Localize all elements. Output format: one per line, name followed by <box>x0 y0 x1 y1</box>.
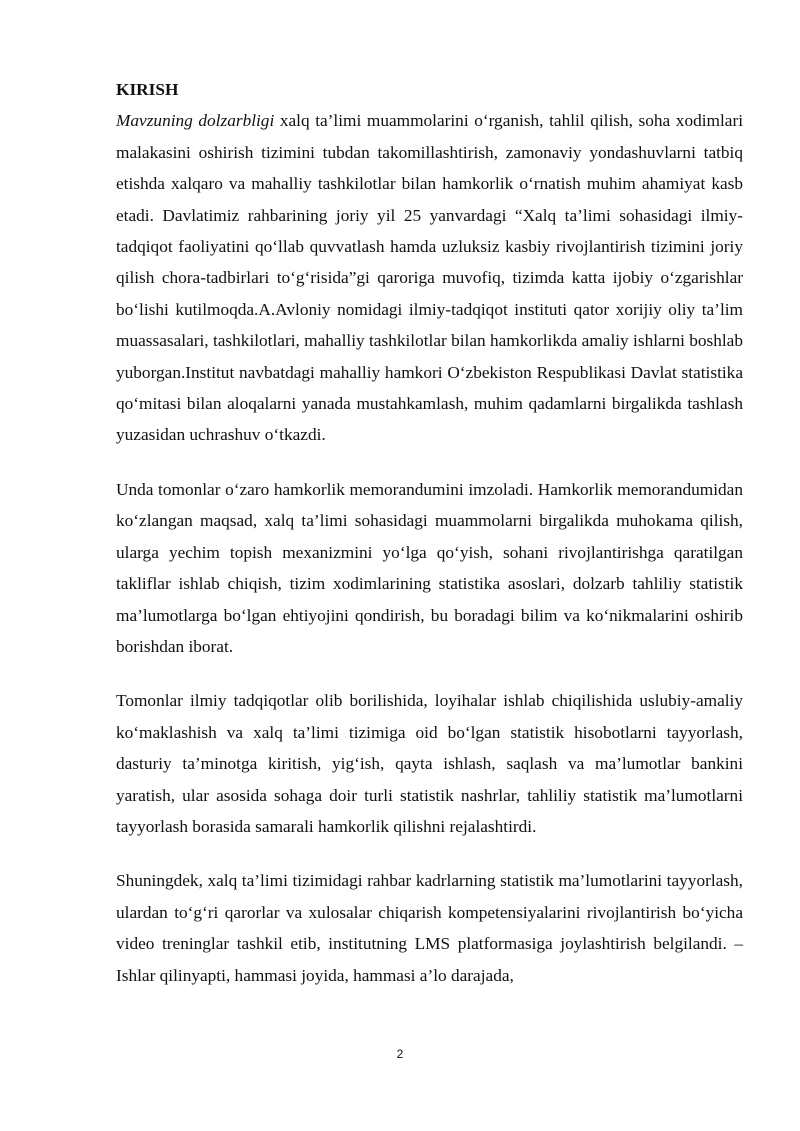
paragraph-2: Unda tomonlar o‘zaro hamkorlik memorandumini imzoladi. Hamkorlik memorandumidan ko‘zlangan maqsad, xalq ta’limi sohasidagi muammolarni birgalikda muhokama qilish, ularga yechim topish mexanizmini yo‘lga qo‘yish, sohani rivojlantirishga qaratilgan takliflar ishlab chiqish, tizim xodimlarining statistika asoslari, dolzarb tahliliy statistik ma’lumotlarga bo‘lgan ehtiyojini qondirish, bu boradagi bilim va ko‘nikmalarini oshirib borishdan iborat. <box>116 479 743 656</box>
paragraph-4: Shuningdek, xalq ta’limi tizimidagi rahbar kadrlarning statistik ma’lumotlarini tayyorlash, ulardan to‘g‘ri qarorlar va xulosalar chiqarish kompetensiyalarini rivojlantirish bo‘yicha video treninglar tashkil etib, institutning LMS platformasiga joylashtirish belgilandi. – Ishlar qilinyapti, hammasi joyida, hammasi a’lo darajada, <box>116 871 743 985</box>
section-heading: KIRISH <box>116 80 179 99</box>
paragraph-1-text: xalq ta’limi muammolarini o‘rganish, tahlil qilish, soha xodimlari malakasini oshirish tizimini tubdan takomillashtirish, zamonaviy yondashuvlarni tatbiq etishda xalqaro va mahalliy tashkilotlar bilan hamkorlik o‘rnatish muhim ahamiyat kasb etadi. Davlatimiz rahbarining joriy yil 25 yanvardagi “Xalq ta’limi sohasidagi ilmiy-tadqiqot faoliyatini qo‘llab quvvatlash hamda uzluksiz kasbiy rivojlantirish tizimini joriy qilish chora-tadbirlari to‘g‘risida”gi qaroriga muvofiq, tizimda katta ijobiy o‘zgarishlar bo‘lishi kutilmoqda.A.Avloniy nomidagi ilmiy-tadqiqot instituti qator xorijiy oliy ta’lim muassasalari, tashkilotlari, mahalliy tashkilotlar bilan hamkorlikda amaliy ishlarni boshlab yuborgan.Institut navbatdagi mahalliy hamkori O‘zbekiston Respublikasi Davlat statistika qo‘mitasi bilan aloqalarni yanada mustahkamlash, muhim qadamlarni birgalikda tashlash yuzasidan uchrashuv o‘tkazdi. <box>116 111 744 445</box>
paragraph-1-lead: Mavzuning dolzarbligi <box>116 111 275 131</box>
paragraph-3: Tomonlar ilmiy tadqiqotlar olib borilishida, loyihalar ishlab chiqilishida uslubiy-amaliy ko‘maklashish va xalq ta’limi tizimiga oid bo‘lgan statistik hisobotlarni tayyorlash, dasturiy ta’minotga kiritish, yig‘ish, qayta ishlash, saqlash va ma’lumotlar bankini yaratish, ular asosida sohaga doir turli statistik nashrlar, tahliliy statistik ma’lumotlarni tayyorlash borasida samarali hamkorlik qilishni rejalashtirdi. <box>116 691 743 836</box>
page-number: 2 <box>396 1047 404 1061</box>
document-body <box>116 74 743 1014</box>
paragraph-1 <box>116 105 743 450</box>
